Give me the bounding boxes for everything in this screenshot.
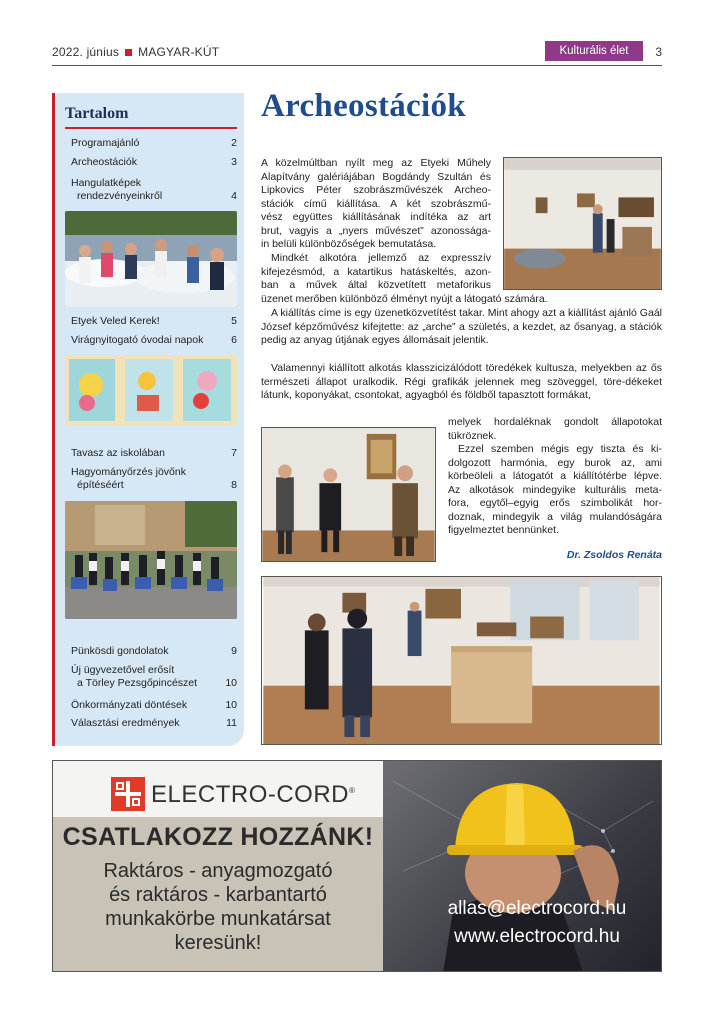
page-number: 3 [655, 45, 662, 59]
text-line: ban a művek által közvetített metaforikus [261, 279, 491, 291]
brand-name [151, 781, 355, 809]
article-author: Dr. Zsoldos Renáta [566, 549, 662, 561]
section-tag: Kulturális élet [545, 41, 643, 61]
article-paragraph-2-tail [261, 293, 662, 307]
text-line: vész együttes kiállításának indítéka az art [261, 211, 491, 223]
toc-item[interactable] [71, 334, 237, 347]
toc-item-page: 4 [231, 190, 237, 202]
toc-item-label: Pünkösdi gondolatok [71, 645, 169, 657]
toc-item-label-cont: rendezvényeinkről [77, 190, 163, 202]
toc-item-page: 9 [231, 645, 237, 657]
toc-item[interactable] [71, 645, 237, 658]
toc-item-label: Hangulatképek [71, 177, 142, 189]
toc-item[interactable] [71, 447, 237, 460]
publication-name: MAGYAR-KÚT [138, 45, 220, 59]
ad-job-description [53, 859, 383, 955]
toc-item-page: 5 [231, 315, 237, 327]
toc-item-label: Hagyományőrzés jövőnk [71, 466, 186, 478]
page-header [52, 44, 662, 66]
toc-item-page: 6 [231, 334, 237, 346]
toc-item-label: Etyek Veled Kerek! [71, 315, 160, 327]
toc-item-label-cont: a Törley Pezsgőpincészet [77, 677, 198, 689]
text-line: fora, egytől–egyig erős szimbolikát hor- [448, 497, 662, 509]
toc-item[interactable] [71, 466, 237, 492]
ad-logo-bar [53, 761, 383, 817]
toc-divider [65, 127, 237, 129]
toc-item-page: 11 [226, 717, 237, 729]
text-line: körbeöleli a látogatót a kiállítótérbe lépve. [448, 470, 662, 482]
toc-item-label-cont: építéséért [77, 479, 124, 491]
text-line: A közelmúltban nyílt meg az Etyeki Műhely [261, 157, 491, 169]
toc-item-label: Tavasz az iskolában [71, 447, 165, 459]
festival-crowd-photo [65, 211, 237, 307]
article-paragraph-4-end [448, 416, 662, 443]
ad-headline: CSATLAKOZZ HOZZÁNK! [62, 823, 374, 851]
article-paragraph-4 [261, 362, 662, 403]
text-line: kifejezésmód, a katartikus hatáskeltés, azon- [261, 265, 491, 278]
toc-item-page: 10 [225, 699, 237, 711]
toc-item[interactable] [71, 664, 237, 690]
ad-line: keresünk! [174, 932, 262, 954]
text-line: üzenet merőben különböző élményt nyújt a látogató számára. [261, 293, 548, 305]
text-line: doznak, mindegyik a világ mulandóságára [448, 510, 662, 523]
trademark-symbol: ® [349, 786, 356, 795]
text-line: Mindkét alkotóra jellemző az expresszív [271, 252, 491, 264]
folk-dance-parade-photo [65, 501, 237, 619]
toc-title: Tartalom [65, 105, 129, 122]
toc-item-page: 10 [225, 677, 237, 689]
toc-item-page: 7 [231, 447, 237, 459]
toc-item-label: Új ügyvezetővel erősít [71, 664, 175, 676]
ad-contact [417, 895, 657, 951]
text-line: figyelmeztet bennünket. [448, 524, 559, 536]
toc-item[interactable] [71, 699, 237, 712]
toc-item-label: Programajánló [71, 137, 140, 149]
toc-item-label: Virágnyitogató óvodai napok [71, 334, 204, 346]
ad-line: és raktáros - karbantartó [109, 884, 327, 906]
toc-item-label: Önkormányzati döntések [71, 699, 188, 711]
paragraph-text: Valamennyi kiállított alkotás klasszicizálódott töredékek kultusza, melyekben az ős természeti állapot uralkodik. Régi grafikák jelennek meg szöveggel, töre-dékeket látunk, koponyákat, csontokat, agyagból és földből tapasztott formákat, [261, 362, 662, 401]
text-line: stációk című kiállítása. A két szobrászmű- [261, 197, 491, 210]
table-of-contents [52, 93, 244, 746]
text-line: brut, vagyis a „nyers művészet” azonossága- [261, 224, 491, 237]
ad-email[interactable]: allas@electrocord.hu [447, 898, 627, 919]
article-paragraph-3 [261, 307, 662, 348]
kindergarten-drawings-photo [65, 355, 237, 425]
toc-item[interactable] [71, 137, 237, 150]
red-square-icon [125, 49, 132, 56]
electro-cord-logo-icon [111, 777, 145, 811]
article-paragraph-2 [261, 252, 491, 293]
article-title: Archeostációk [261, 88, 466, 124]
exhibition-hall-photo [261, 576, 662, 745]
job-advertisement [52, 760, 662, 972]
ad-line: munkakörbe munkatársat [105, 908, 331, 930]
toc-item-page: 8 [231, 479, 237, 491]
gallery-interior-photo [503, 157, 662, 290]
ad-website[interactable]: www.electrocord.hu [454, 926, 620, 947]
toc-item[interactable] [71, 177, 237, 203]
text-line: Lipkovics Péter szobrászművészek Archeo- [261, 184, 491, 196]
paragraph-text: A kiállítás címe is egy üzenetközvetítést takar. Mint ahogy azt a kiállítást ajánló Gaál József képzőművész kifejtette: az „arche” a születés, a kezdet, az ősanyag, a stációk pedig az anyag útjának egyes állomásait jelentik. [261, 307, 662, 346]
issue-date: 2022. június [52, 45, 120, 59]
toc-item[interactable] [71, 315, 237, 328]
brand-text: ELECTRO-CORD [151, 781, 350, 808]
toc-item-label: Választási eredmények [71, 717, 180, 729]
article-paragraph-5 [448, 443, 662, 538]
text-line: Ezzel szemben mégis egy tiszta és ki- [458, 443, 662, 455]
text-line: melyek hordaléknak gondolt állapotokat [448, 416, 662, 428]
toc-item[interactable] [71, 156, 237, 169]
ad-line: Raktáros - anyagmozgató [103, 860, 333, 882]
toc-item-label: Archeostációk [71, 156, 137, 168]
text-line: in belüli különbözőségek bemutatása. [261, 238, 437, 250]
header-masthead [52, 45, 219, 59]
toc-item[interactable] [71, 717, 237, 730]
text-line: Alapítvány galériájában Bogdándy Szultán és [261, 170, 491, 183]
artists-at-opening-photo [261, 427, 436, 562]
toc-item-page: 3 [231, 156, 237, 168]
text-line: Az alkotások mindegyike kulturális meta- [448, 483, 662, 496]
text-line: dolgozott harmónia, egy burok az, ami [448, 456, 662, 469]
toc-item-page: 2 [231, 137, 237, 149]
text-line: tükröznek. [448, 429, 497, 442]
article-paragraph-1 [261, 157, 491, 252]
